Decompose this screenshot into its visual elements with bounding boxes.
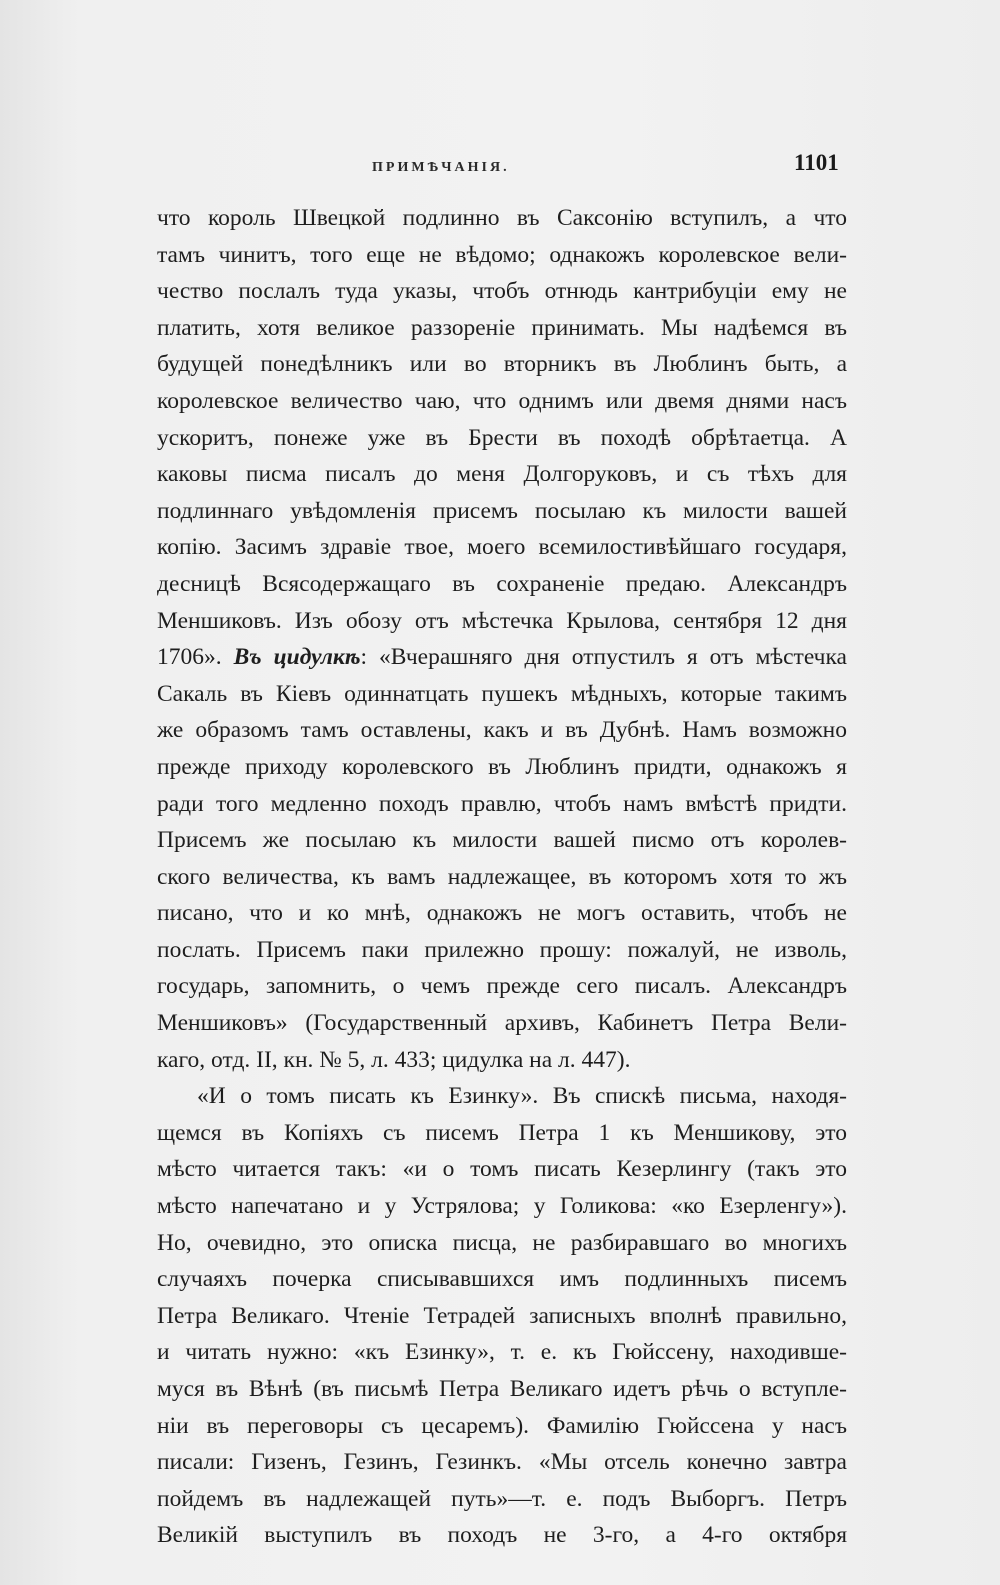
text-line: десницѣ Всясодержащаго въ сохраненіе предаю. Александръ [157,570,847,597]
italic-heading: Въ цидулкѣ [233,644,361,671]
body-text [157,200,847,1554]
text-line: что король Швецкой подлинно въ Саксонію вступилъ, а что [157,205,847,231]
text-line: пойдемъ въ надлежащей путь»—т. е. подъ Выборгъ. Петръ [157,1485,847,1512]
text-line: государь, запомнить, о чемъ прежде сего писалъ. Александръ [157,973,847,1000]
text-line: королевское величество чаю, что однимъ или двемя днями насъ [157,387,847,414]
text-line: послать. Присемъ паки прилежно прошу: пожалуй, не изволь, [157,936,847,963]
text-line: «И о томъ писать къ Езинку». Въ спискѣ письма, находя- [197,1083,847,1110]
text-line: копію. Засимъ здравіе твое, моего всемилостивѣйшаго государя, [157,534,847,561]
text-line: подлиннаго увѣдомленія присемъ посылаю къ милости вашей [157,497,847,524]
text-line: каго, отд. II, кн. № 5, л. 433; цидулка на л. 447). [157,1046,631,1073]
text-line: Меншиковъ. Изъ обозу отъ мѣстечка Крылова, сентября 12 дня [157,607,847,634]
page-number: 1101 [794,150,839,175]
text-line: писали: Гизенъ, Гезинъ, Гезинкъ. «Мы отсель конечно завтра [157,1449,847,1476]
text-line: будущей понедѣлникъ или во вторникъ въ Люблинъ быть, а [157,351,847,378]
text-segment: : «Вчерашняго дня отпустилъ я отъ мѣстечка [360,644,847,671]
text-line: мѣсто читается такъ: «и о томъ писать Кезерлингу (такъ это [157,1156,847,1183]
text-line: прежде приходу королевского въ Люблинъ придти, однакожъ я [157,753,847,780]
text-line: Петра Великаго. Чтеніе Тетрадей записныхъ вполнѣ правильно, [157,1302,847,1329]
text-line: ского величества, къ вамъ надлежащее, въ которомъ хотя то жъ [157,863,847,890]
text-line: ради того медленно походъ правлю, чтобъ намъ вмѣстѣ придти. [157,790,847,817]
text-line: платить, хотя великое раззореніе принимать. Мы надѣемся въ [157,314,847,341]
text-line: ніи въ переговоры съ цесаремъ). Фамилію Гюйссена у насъ [157,1412,847,1439]
text-line: Сакаль въ Кіевъ одиннатцать пушекъ мѣдныхъ, которые такимъ [157,680,847,707]
text-line: мѣсто напечатано и у Устрялова; у Голикова: «ко Езерленгу»). [157,1193,847,1220]
text-line: ускоритъ, понеже уже въ Брести въ походѣ обрѣтаетца. А [157,424,847,451]
text-line: щемся въ Копіяхъ съ писемъ Петра 1 къ Меншикову, это [157,1119,847,1146]
text-line: каковы писма писалъ до меня Долгоруковъ, и съ тѣхъ для [157,461,847,488]
text-line: и читать нужно: «къ Езинку», т. е. къ Гюйссену, находивше- [157,1339,847,1366]
text-line: муся въ Вѣнѣ (въ письмѣ Петра Великаго идетъ рѣчь о вступле- [157,1376,847,1402]
text-line: Присемъ же посылаю къ милости вашей писмо отъ королев- [157,827,847,854]
text-segment: 1706». [157,644,234,671]
text-line: же образомъ тамъ оставлены, какъ и въ Дубнѣ. Намъ возможно [157,717,847,744]
text-line: чество послалъ туда указы, чтобъ отнюдь кантрибуціи ему не [157,278,847,305]
text-line: писано, что и ко мнѣ, однакожъ не могъ оставить, чтобъ не [157,900,847,927]
text-line: тамъ чинитъ, того еще не вѣдомо; однакожъ королевское вели- [157,241,847,268]
text-line: случаяхъ почерка списывавшихся имъ подлинныхъ писемъ [157,1266,847,1293]
text-line: Но, очевидно, это описка писца, не разбиравшаго во многихъ [157,1229,847,1256]
text-line: Меншиковъ» (Государственный архивъ, Кабинетъ Петра Вели- [157,1010,847,1037]
text-line: Великій выступилъ въ походъ не 3-го, а 4-го октября [157,1522,847,1549]
running-title: ПРИМѢЧАНІЯ. [372,160,510,175]
text-line [157,639,847,676]
